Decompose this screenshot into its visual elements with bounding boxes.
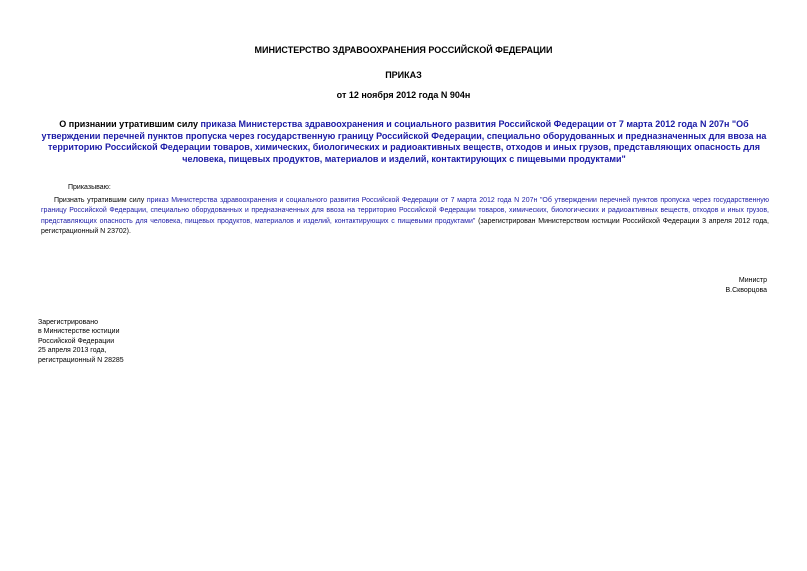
signer-title: Министр <box>738 277 767 284</box>
heading-order-link[interactable]: приказа Министерства здравоохранения и социального развития Российской Федерации от 7 марта 2012 года N 207н "Об утверждении перечней пунктов пропуска через государственную границу Российской Федерации, специально оборудованных и предназначенных для ввоза на территорию Российской Федерации товаров, химических, биологических и радиоактивных веществ, отходов и иных грузов, представляющих опасность для человека, пищевых продуктов, материалов и изделий, контактирующих с пищевыми продуктами" <box>41 119 767 164</box>
registration-line: Зарегистрировано <box>38 319 98 326</box>
paragraph-prefix: Признать утратившим силу <box>54 197 147 204</box>
orders-line: Приказываю: <box>68 184 111 191</box>
body-paragraph <box>41 196 769 238</box>
registration-line: в Министерстве юстиции <box>38 328 120 336</box>
registration-block <box>38 318 124 365</box>
registration-line: 25 апреля 2013 года, <box>38 347 107 355</box>
document-heading <box>40 119 768 165</box>
document-date: от 12 ноября 2012 года N 904н <box>336 90 471 100</box>
paragraph-order-link[interactable]: приказ Министерства здравоохранения и социального развития Российской Федерации от 7 марта 2012 года N 207н "Об утверждении перечней пунктов пропуска через государственную границу Российской Федерации, специально оборудованных и предназначенных для ввоза на территорию Российской Федерации товаров, химических, биологических и радиоактивных веществ, отходов и иных грузов, представляющих опасность для человека, пищевых продуктов, материалов и изделий, контактирующих с пищевыми продуктами" <box>41 197 770 225</box>
signer-name: В.Скворцова <box>725 287 767 294</box>
ministry-name: МИНИСТЕРСТВО ЗДРАВООХРАНЕНИЯ РОССИЙСКОЙ ФЕДЕРАЦИИ <box>254 45 553 55</box>
heading-prefix: О признании утратившим силу <box>59 119 201 129</box>
registration-line: Российской Федерации <box>38 337 115 345</box>
document-type: ПРИКАЗ <box>385 70 422 80</box>
registration-line: регистрационный N 28285 <box>38 356 124 364</box>
paragraph-suffix: (зарегистрирован Министерством юстиции Российской Федерации 3 апреля 2012 года, регистрационный N 23702). <box>41 217 770 236</box>
